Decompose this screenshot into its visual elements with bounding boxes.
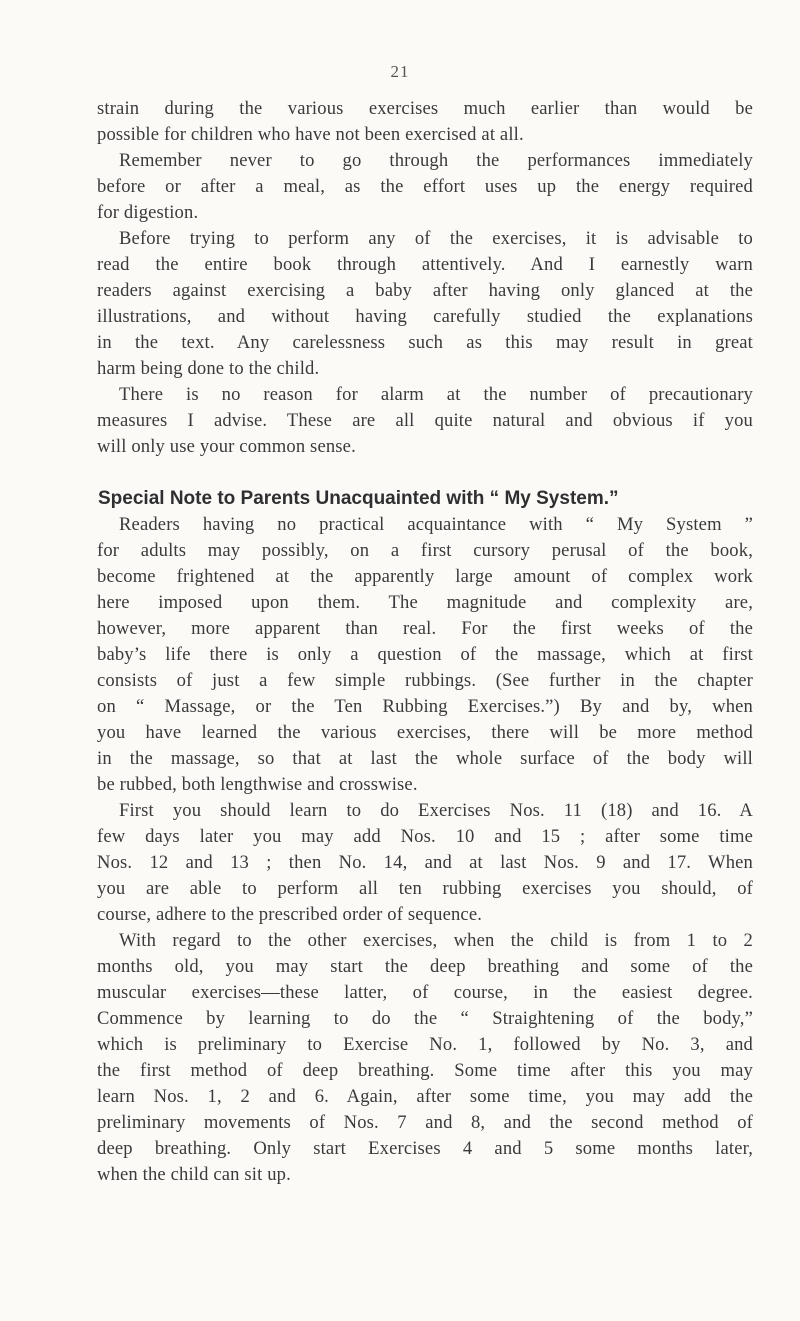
text-line: preliminary movements of Nos. 7 and 8, and the second method of xyxy=(97,1112,753,1133)
text-line: months old, you may start the deep breathing and some of the xyxy=(97,956,753,977)
text-line: the first method of deep breathing. Some time after this you may xyxy=(97,1060,753,1081)
text-line: will only use your common sense. xyxy=(97,436,356,457)
text-line: Commence by learning to do the “ Straightening of the body,” xyxy=(97,1008,753,1029)
text-line: harm being done to the child. xyxy=(97,358,320,379)
paragraph xyxy=(97,512,753,798)
text-line: illustrations, and without having carefully studied the explanations xyxy=(97,306,753,327)
text-line: Before trying to perform any of the exercises, it is advisable to xyxy=(119,228,753,249)
paragraph xyxy=(97,798,753,928)
paragraph xyxy=(97,226,753,382)
text-line: course, adhere to the prescribed order of sequence. xyxy=(97,904,483,925)
text-line: First you should learn to do Exercises Nos. 11 (18) and 16. A xyxy=(119,800,753,821)
text-line: before or after a meal, as the effort uses up the energy required xyxy=(97,176,753,197)
text-line: There is no reason for alarm at the number of precautionary xyxy=(119,384,753,405)
text-line: muscular exercises—these latter, of course, in the easiest degree. xyxy=(97,982,753,1003)
text-line: With regard to the other exercises, when the child is from 1 to 2 xyxy=(119,930,753,951)
text-line: possible for children who have not been exercised at all. xyxy=(97,124,524,145)
text-line: in the massage, so that at last the whole surface of the body will xyxy=(97,748,753,769)
text-line: become frightened at the apparently large amount of complex work xyxy=(97,566,753,587)
text-line: baby’s life there is only a question of the massage, which at first xyxy=(97,644,753,665)
text-line: in the text. Any carelessness such as this may result in great xyxy=(97,332,753,353)
text-line: here imposed upon them. The magnitude and complexity are, xyxy=(97,592,753,613)
text-line: when the child can sit up. xyxy=(97,1164,291,1185)
text-line: on “ Massage, or the Ten Rubbing Exercises.”) By and by, when xyxy=(97,696,753,717)
text-line: Nos. 12 and 13 ; then No. 14, and at last Nos. 9 and 17. When xyxy=(97,852,753,873)
text-line: you have learned the various exercises, there will be more method xyxy=(97,722,753,743)
paragraph xyxy=(97,148,753,226)
paragraph xyxy=(97,928,753,1188)
text-line: read the entire book through attentively. And I earnestly warn xyxy=(97,254,753,275)
text-line: few days later you may add Nos. 10 and 15 ; after some time xyxy=(97,826,753,847)
text-line: deep breathing. Only start Exercises 4 and 5 some months later, xyxy=(97,1138,753,1159)
text-line: for digestion. xyxy=(97,202,199,223)
text-line: be rubbed, both lengthwise and crosswise. xyxy=(97,774,418,795)
text-line: learn Nos. 1, 2 and 6. Again, after some time, you may add the xyxy=(97,1086,753,1107)
paragraph xyxy=(97,96,753,148)
text-line: however, more apparent than real. For the first weeks of the xyxy=(97,618,753,639)
text-line: strain during the various exercises much earlier than would be xyxy=(97,98,753,119)
text-line: for adults may possibly, on a first cursory perusal of the book, xyxy=(97,540,753,561)
text-line: readers against exercising a baby after having only glanced at the xyxy=(97,280,753,301)
body-text xyxy=(97,96,753,1188)
text-line: you are able to perform all ten rubbing exercises you should, of xyxy=(97,878,753,899)
text-line: Remember never to go through the performances immediately xyxy=(119,150,753,171)
text-line: consists of just a few simple rubbings. (See further in the chapter xyxy=(97,670,753,691)
section-heading: Special Note to Parents Unacquainted with “ My System.” xyxy=(98,488,619,509)
text-line: Readers having no practical acquaintance with “ My System ” xyxy=(119,514,753,535)
text-line: which is preliminary to Exercise No. 1, followed by No. 3, and xyxy=(97,1034,753,1055)
text-line: measures I advise. These are all quite natural and obvious if you xyxy=(97,410,753,431)
page-number: 21 xyxy=(390,62,410,81)
paragraph xyxy=(97,382,753,460)
